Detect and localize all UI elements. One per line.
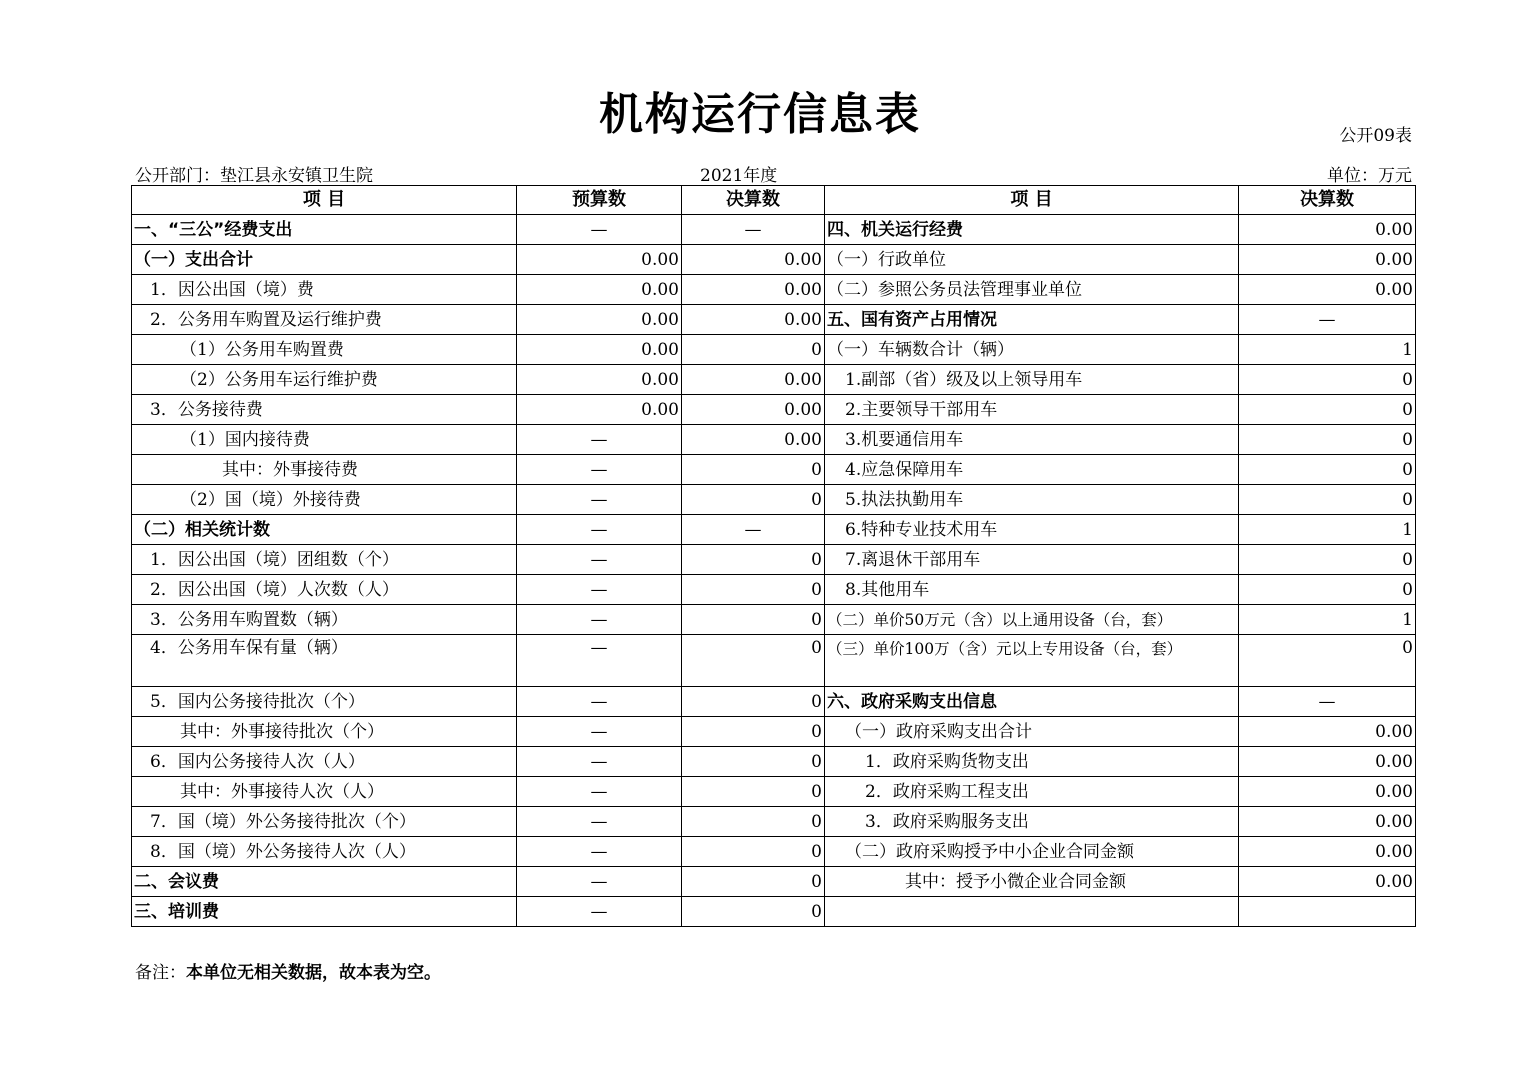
- row-budget: —: [517, 485, 682, 515]
- header-final-right: 决算数: [1239, 186, 1416, 215]
- row-final: 0.00: [682, 245, 825, 275]
- row-final: 0.00: [682, 275, 825, 305]
- row-budget: —: [517, 545, 682, 575]
- row-budget: —: [517, 687, 682, 717]
- header-budget: 预算数: [517, 186, 682, 215]
- right-row-value: —: [1239, 305, 1416, 335]
- row-budget: —: [517, 455, 682, 485]
- right-row-label: （一）行政单位: [825, 245, 1239, 275]
- table-row: [132, 245, 1416, 275]
- row-budget: 0.00: [517, 395, 682, 425]
- right-row-value: 0: [1239, 425, 1416, 455]
- right-row-label: （三）单价100万（含）元以上专用设备（台，套）: [825, 635, 1239, 687]
- row-label: （1）国内接待费: [132, 425, 517, 455]
- right-row-value: —: [1239, 687, 1416, 717]
- table-row: [132, 717, 1416, 747]
- row-budget: —: [517, 425, 682, 455]
- row-final: 0.00: [682, 305, 825, 335]
- row-label: 三、培训费: [132, 897, 517, 927]
- row-label: （一）支出合计: [132, 245, 517, 275]
- right-row-value: 0.00: [1239, 777, 1416, 807]
- table-row: [132, 687, 1416, 717]
- right-row-label: 3．政府采购服务支出: [825, 807, 1239, 837]
- row-label: 2．公务用车购置及运行维护费: [132, 305, 517, 335]
- table-row: [132, 837, 1416, 867]
- row-label: 3．公务接待费: [132, 395, 517, 425]
- row-final: 0: [682, 335, 825, 365]
- row-final: 0: [682, 777, 825, 807]
- row-label: 一、“三公”经费支出: [132, 215, 517, 245]
- row-final: 0: [682, 485, 825, 515]
- right-row-label: 6.特种专业技术用车: [825, 515, 1239, 545]
- header-item-right: 项 目: [825, 186, 1239, 215]
- right-row-label: 六、政府采购支出信息: [825, 687, 1239, 717]
- right-row-value: 1: [1239, 335, 1416, 365]
- right-row-value: 0: [1239, 635, 1416, 687]
- right-row-label: 5.执法执勤用车: [825, 485, 1239, 515]
- row-final: 0: [682, 455, 825, 485]
- row-budget: —: [517, 717, 682, 747]
- table-row: [132, 455, 1416, 485]
- remark: [135, 958, 441, 983]
- right-row-value: 0: [1239, 455, 1416, 485]
- table-row: [132, 777, 1416, 807]
- row-budget: —: [517, 837, 682, 867]
- row-label: 1．因公出国（境）团组数（个）: [132, 545, 517, 575]
- row-label: 3．公务用车购置数（辆）: [132, 605, 517, 635]
- remark-label: 备注：: [135, 963, 186, 983]
- row-label: 4．公务用车保有量（辆）: [132, 635, 517, 687]
- row-final: 0: [682, 687, 825, 717]
- table-row: [132, 605, 1416, 635]
- header-final: 决算数: [682, 186, 825, 215]
- right-row-label: （一）政府采购支出合计: [825, 717, 1239, 747]
- row-budget: —: [517, 575, 682, 605]
- right-row-value: 1: [1239, 515, 1416, 545]
- table-row: [132, 515, 1416, 545]
- right-row-label: 3.机要通信用车: [825, 425, 1239, 455]
- row-final: 0: [682, 867, 825, 897]
- row-final: 0: [682, 807, 825, 837]
- right-row-label: 其中：授予小微企业合同金额: [825, 867, 1239, 897]
- right-row-label: 2．政府采购工程支出: [825, 777, 1239, 807]
- right-row-value: 0.00: [1239, 275, 1416, 305]
- right-row-value: [1239, 897, 1416, 927]
- row-label: 其中：外事接待人次（人）: [132, 777, 517, 807]
- row-label: 其中：外事接待批次（个）: [132, 717, 517, 747]
- right-row-label: 2.主要领导干部用车: [825, 395, 1239, 425]
- row-label: （2）国（境）外接待费: [132, 485, 517, 515]
- right-row-value: 1: [1239, 605, 1416, 635]
- department-label: 公开部门：垫江县永安镇卫生院: [135, 166, 373, 186]
- right-row-label: （二）政府采购授予中小企业合同金额: [825, 837, 1239, 867]
- row-budget: —: [517, 897, 682, 927]
- right-row-value: 0: [1239, 395, 1416, 425]
- table-row: [132, 335, 1416, 365]
- row-label: 7．国（境）外公务接待批次（个）: [132, 807, 517, 837]
- right-row-value: 0.00: [1239, 867, 1416, 897]
- row-budget: —: [517, 635, 682, 687]
- row-label: （二）相关统计数: [132, 515, 517, 545]
- row-final: 0: [682, 545, 825, 575]
- row-final: 0.00: [682, 365, 825, 395]
- table-row: [132, 897, 1416, 927]
- row-final: —: [682, 515, 825, 545]
- row-budget: —: [517, 515, 682, 545]
- row-label: 其中：外事接待费: [132, 455, 517, 485]
- row-budget: 0.00: [517, 335, 682, 365]
- right-row-value: 0: [1239, 485, 1416, 515]
- table-row: [132, 635, 1416, 687]
- right-row-value: 0.00: [1239, 747, 1416, 777]
- right-row-label: 8.其他用车: [825, 575, 1239, 605]
- row-label: 6．国内公务接待人次（人）: [132, 747, 517, 777]
- row-final: 0: [682, 897, 825, 927]
- table-row: [132, 485, 1416, 515]
- right-row-label: 7.离退休干部用车: [825, 545, 1239, 575]
- header-row: [132, 186, 1416, 215]
- row-budget: —: [517, 807, 682, 837]
- table-row: [132, 215, 1416, 245]
- right-row-label: [825, 897, 1239, 927]
- table-row: [132, 867, 1416, 897]
- form-number: 公开09表: [1339, 126, 1412, 146]
- table-row: [132, 365, 1416, 395]
- right-row-value: 0.00: [1239, 807, 1416, 837]
- row-final: 0: [682, 635, 825, 687]
- right-row-label: （二）参照公务员法管理事业单位: [825, 275, 1239, 305]
- row-budget: —: [517, 215, 682, 245]
- right-row-label: 1．政府采购货物支出: [825, 747, 1239, 777]
- row-final: 0: [682, 605, 825, 635]
- row-label: （2）公务用车运行维护费: [132, 365, 517, 395]
- header-item: 项 目: [132, 186, 517, 215]
- table-row: [132, 747, 1416, 777]
- row-final: 0: [682, 747, 825, 777]
- table-row: [132, 395, 1416, 425]
- row-budget: 0.00: [517, 245, 682, 275]
- right-row-label: 1.副部（省）级及以上领导用车: [825, 365, 1239, 395]
- table-row: [132, 807, 1416, 837]
- table-row: [132, 425, 1416, 455]
- table-row: [132, 275, 1416, 305]
- right-row-label: 4.应急保障用车: [825, 455, 1239, 485]
- row-budget: 0.00: [517, 305, 682, 335]
- right-row-value: 0: [1239, 575, 1416, 605]
- right-row-value: 0.00: [1239, 717, 1416, 747]
- right-row-label: （一）车辆数合计（辆）: [825, 335, 1239, 365]
- row-final: 0.00: [682, 425, 825, 455]
- right-row-value: 0.00: [1239, 215, 1416, 245]
- year-label: 2021年度: [700, 166, 778, 186]
- right-row-label: （二）单价50万元（含）以上通用设备（台，套）: [825, 605, 1239, 635]
- row-label: 2．因公出国（境）人次数（人）: [132, 575, 517, 605]
- right-row-label: 四、机关运行经费: [825, 215, 1239, 245]
- table-row: [132, 545, 1416, 575]
- row-label: 二、会议费: [132, 867, 517, 897]
- row-final: 0.00: [682, 395, 825, 425]
- row-final: 0: [682, 575, 825, 605]
- right-row-value: 0: [1239, 365, 1416, 395]
- right-row-value: 0.00: [1239, 837, 1416, 867]
- row-final: 0: [682, 837, 825, 867]
- row-budget: 0.00: [517, 365, 682, 395]
- table-row: [132, 575, 1416, 605]
- unit-label: 单位：万元: [1327, 166, 1412, 186]
- row-budget: —: [517, 777, 682, 807]
- row-budget: —: [517, 605, 682, 635]
- row-label: 1．因公出国（境）费: [132, 275, 517, 305]
- right-row-label: 五、国有资产占用情况: [825, 305, 1239, 335]
- right-row-value: 0.00: [1239, 245, 1416, 275]
- row-budget: 0.00: [517, 275, 682, 305]
- remark-text: 本单位无相关数据，故本表为空。: [186, 963, 441, 983]
- row-budget: —: [517, 747, 682, 777]
- row-final: 0: [682, 717, 825, 747]
- row-label: 5．国内公务接待批次（个）: [132, 687, 517, 717]
- row-final: —: [682, 215, 825, 245]
- right-row-value: 0: [1239, 545, 1416, 575]
- row-label: 8．国（境）外公务接待人次（人）: [132, 837, 517, 867]
- info-table: [131, 185, 1416, 927]
- page-title: 机构运行信息表: [599, 89, 921, 140]
- table-row: [132, 305, 1416, 335]
- row-budget: —: [517, 867, 682, 897]
- row-label: （1）公务用车购置费: [132, 335, 517, 365]
